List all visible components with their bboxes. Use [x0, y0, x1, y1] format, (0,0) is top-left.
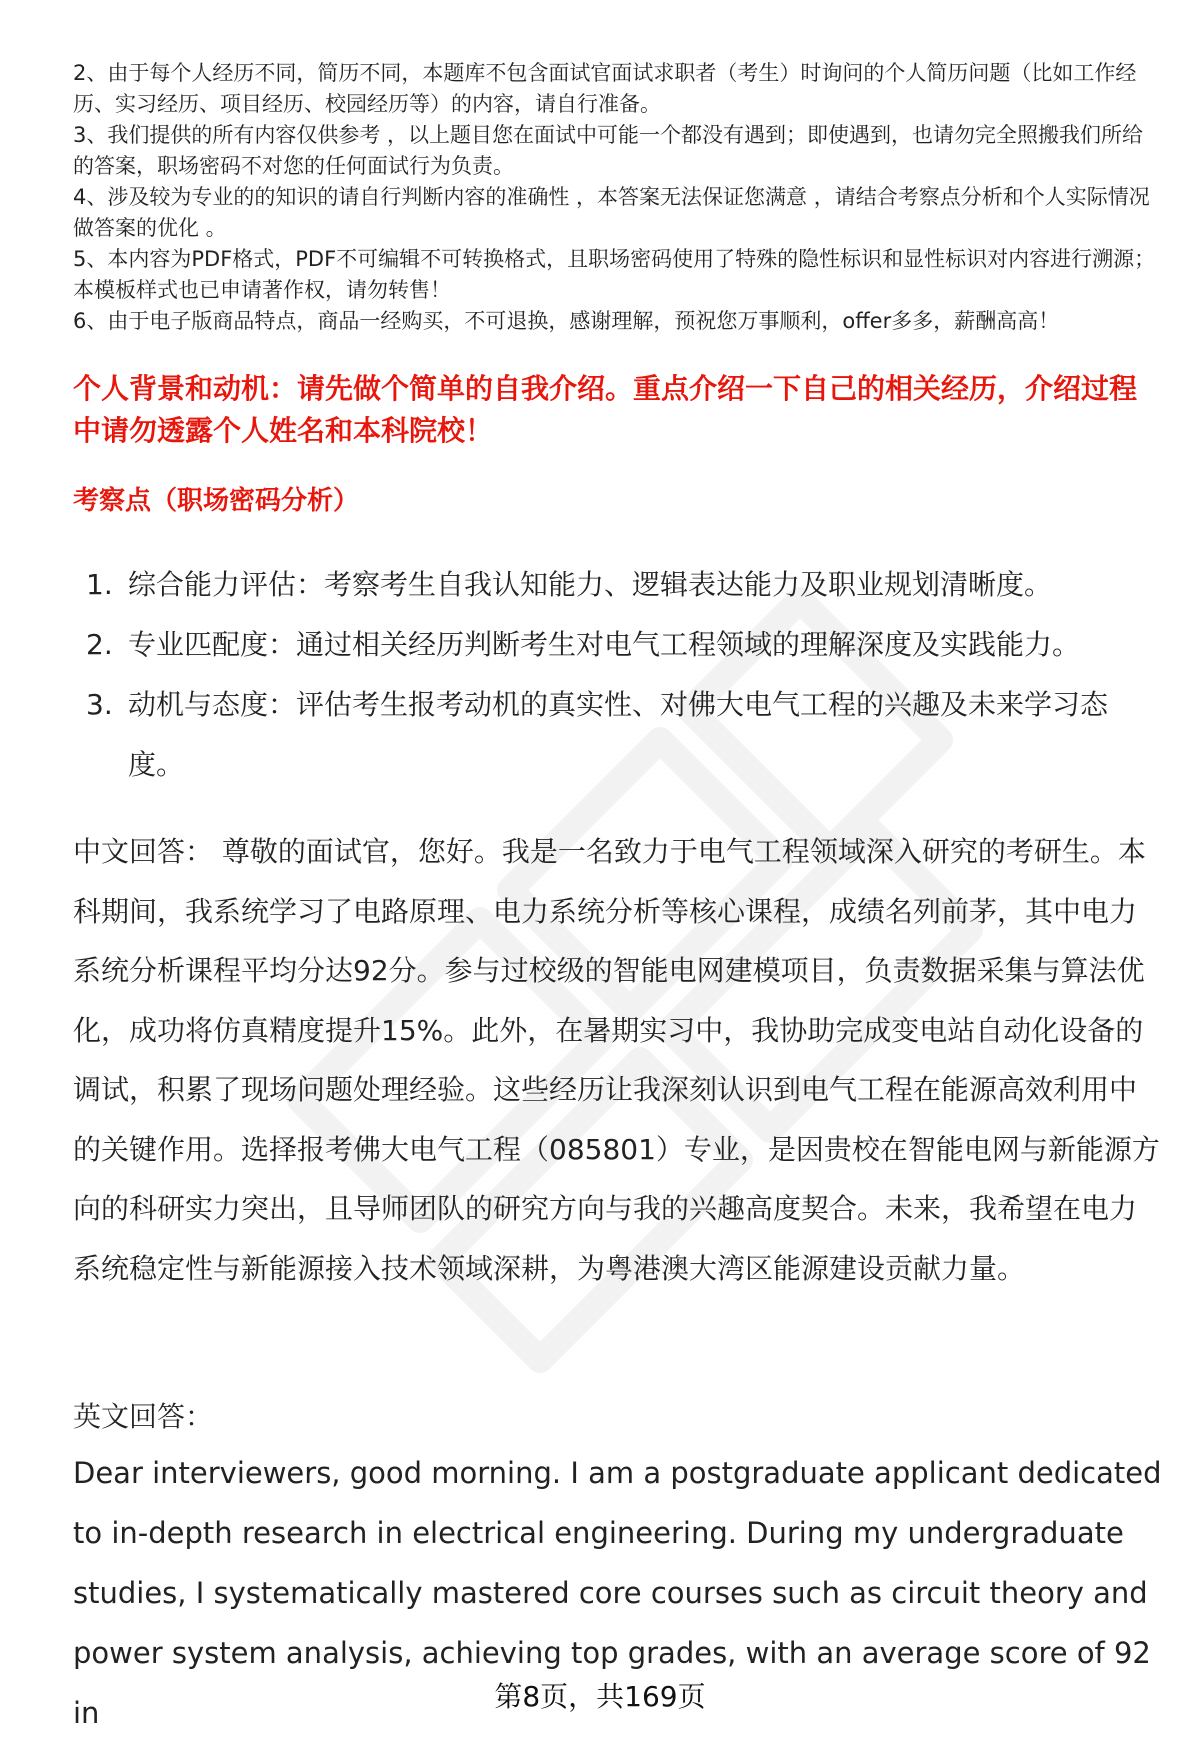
analysis-point [73, 615, 1163, 675]
point-text: 综合能力评估：考察考生自我认知能力、逻辑表达能力及职业规划清晰度。 [128, 568, 1053, 601]
analysis-point [73, 675, 1163, 795]
english-answer: Dear interviewers, good morning. I am a postgraduate applicant dedicated to in-depth research in electrical engineering. During my undergraduate studies, I systematically mastered core courses such as circuit theory and power system analysis, achieving top grades, with an average score of 92 in [73, 1456, 1162, 1730]
note-item: 2、由于每个人经历不同，简历不同，本题库不包含面试官面试求职者（考生）时询问的个人简历问题（比如工作经历、实习经历、项目经历、校园经历等）的内容，请自行准备。 [73, 61, 1137, 116]
note-item: 4、涉及较为专业的的知识的请自行判断内容的准确性 ，本答案无法保证您满意 ，请结合考察点分析和个人实际情况做答案的优化 。 [73, 185, 1150, 240]
analysis-points [73, 555, 1163, 795]
chinese-answer: 中文回答： 尊敬的面试官，您好。我是一名致力于电气工程领域深入研究的考研生。本科期间，我系统学习了电路原理、电力系统分析等核心课程，成绩名列前茅，其中电力系统分析课程平均分达92分。参与过校级的智能电网建模项目，负责数据采集与算法优化，成功将仿真精度提升15%。此外，在暑期实习中，我协助完成变电站自动化设备的调试，积累了现场问题处理经验。这些经历让我深刻认识到电气工程在能源高效利用中的关键作用。选择报考佛大电气工程（085801）专业，是因贵校在智能电网与新能源方向的科研实力突出，且导师团队的研究方向与我的兴趣高度契合。未来，我希望在电力系统稳定性与新能源接入技术领域深耕，为粤港澳大湾区能源建设贡献力量。 [73, 835, 1160, 1285]
point-number: 3. [86, 688, 113, 721]
page-number: 第8页，共169页 [494, 1680, 706, 1713]
point-number: 2. [86, 628, 113, 661]
note-item: 5、本内容为PDF格式，PDF不可编辑不可转换格式，且职场密码使用了特殊的隐性标识和显性标识对内容进行溯源；本模板样式也已申请著作权，请勿转售！ [73, 247, 1156, 302]
point-text: 专业匹配度：通过相关经历判断考生对电气工程领域的理解深度及实践能力。 [128, 628, 1081, 661]
analysis-point [73, 555, 1163, 615]
question-title: 个人背景和动机：请先做个简单的自我介绍。重点介绍一下自己的相关经历，介绍过程中请勿透露个人姓名和本科院校！ [73, 372, 1138, 447]
point-text: 动机与态度：评估考生报考动机的真实性、对佛大电气工程的兴趣及未来学习态度。 [128, 688, 1109, 781]
note-item: 6、由于电子版商品特点，商品一经购买，不可退换，感谢理解，预祝您万事顺利，offer多多，薪酬高高！ [73, 309, 1060, 333]
point-number: 1. [86, 568, 113, 601]
note-item: 3、我们提供的所有内容仅供参考 ，以上题目您在面试中可能一个都没有遇到；即使遇到，也请勿完全照搬我们所给的答案，职场密码不对您的任何面试行为负责。 [73, 123, 1144, 178]
notes-section [73, 58, 1163, 337]
analysis-heading: 考察点（职场密码分析） [73, 486, 360, 516]
english-answer-label: 英文回答： [73, 1400, 214, 1433]
